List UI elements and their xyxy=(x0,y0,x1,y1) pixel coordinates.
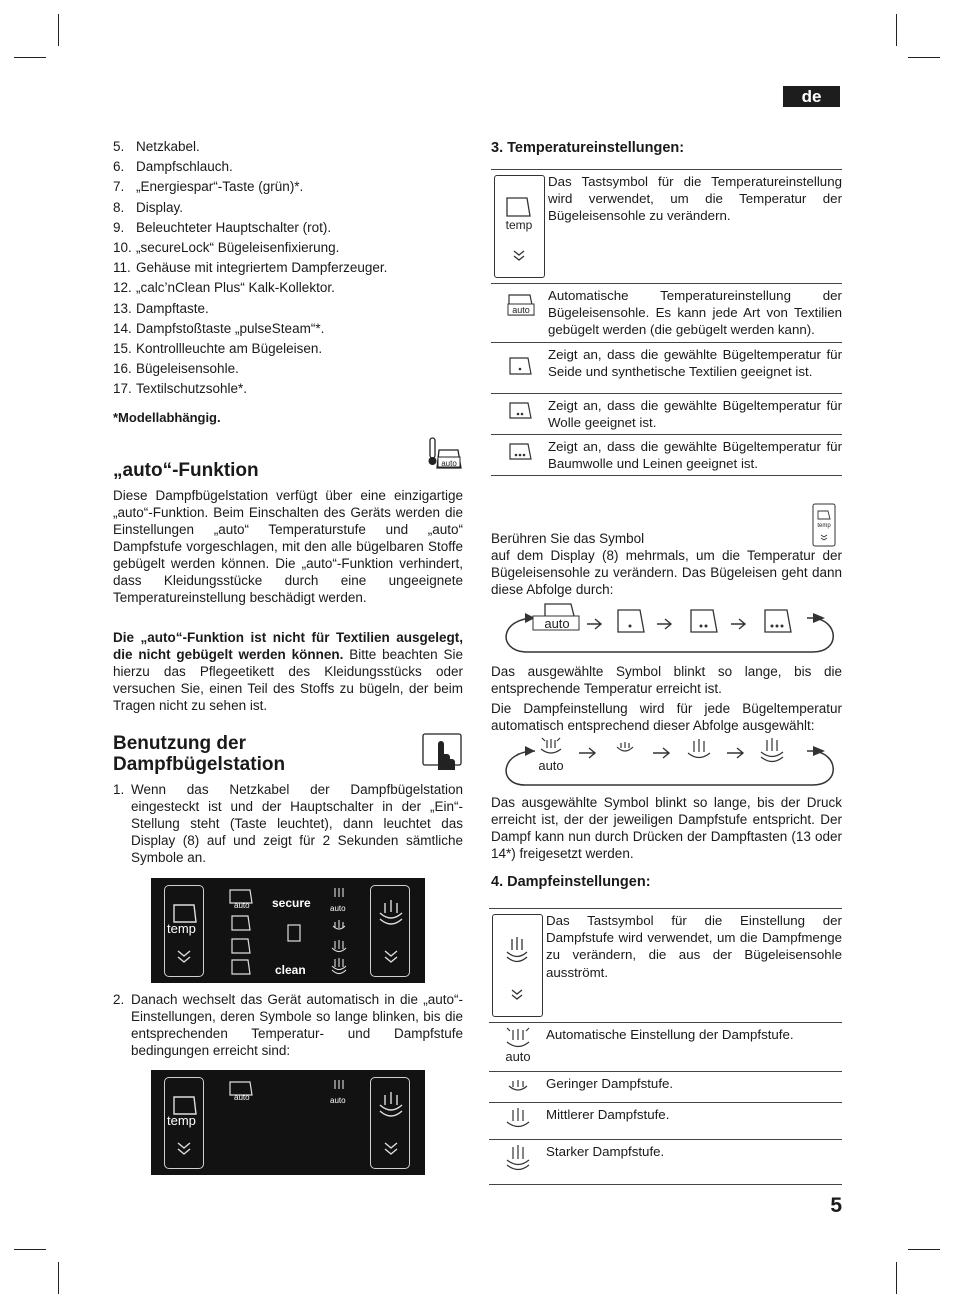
auto-paragraph: Diese Dampfbügelstation verfügt über eine einzigartige „auto“-Funktion. Beim Einschalten des Geräts werden die Einstellungen „auto“ Temperaturstufe und „auto“ Dampfstufe vorgeschlagen, mit den alle bügelbaren Stoffe gebügelt werden können. Die „auto“-Funktion verhindert, dass Kleidungsstücke durch eine ungeeignete Temperatureinstellung beschädigt werden. xyxy=(113,488,463,605)
temperature-heading: 3. Temperatureinstellungen: xyxy=(491,140,685,156)
touch-pre: Berühren Sie das Symbol xyxy=(491,531,645,546)
touch-line-spacer xyxy=(491,529,842,547)
steam-row-text: Geringer Dampfstufe. xyxy=(546,1072,842,1103)
seq-iron-1 xyxy=(618,610,644,632)
steam-heading: 4. Dampfeinstellungen: xyxy=(491,874,651,890)
temp-row-one-dot xyxy=(491,342,842,393)
crop-mark xyxy=(58,14,59,46)
parts-list-item xyxy=(113,360,463,380)
blink-steam-text: Das ausgewählte Symbol blinkt so lange, bis der Druck erreicht ist, der der jeweiligen Dampfstufe entspricht. Der Dampf kann nun durch Drücken der Dampftasten (13 oder 14*) freigesetzt werden. xyxy=(491,795,842,861)
steam-auto-icon xyxy=(497,1026,539,1064)
usage-steps xyxy=(113,781,463,866)
secure-label: secure xyxy=(272,896,311,910)
steam-row-text: Mittlerer Dampfstufe. xyxy=(546,1103,842,1140)
auto-warning-rest: Bitte beachten Sie hierzu das Pflegeetikett des Kleidungsstücks oder versuchen Sie, einen Teil des Stoffs zu bügeln, der beim Tragen nicht zu sehen ist. xyxy=(113,647,463,713)
seq-iron-auto xyxy=(533,604,579,631)
parts-list-item xyxy=(113,300,463,320)
touch-control-icon xyxy=(420,730,464,774)
parts-list-text: Netzkabel. xyxy=(136,139,200,154)
auto-temp-label: auto xyxy=(234,901,250,910)
parts-list-text: Dampfstoßtaste „pulseSteam“*. xyxy=(136,320,325,336)
parts-list-number: 10. xyxy=(113,239,132,255)
crop-mark xyxy=(14,1249,46,1250)
seq-iron-2 xyxy=(691,610,717,632)
steam-table xyxy=(489,908,842,1185)
parts-list-text: Beleuchteter Hauptschalter (rot). xyxy=(136,219,332,235)
parts-list-text: „calc’nClean Plus“ Kalk-Kollektor. xyxy=(136,280,335,296)
temp-row-auto xyxy=(491,284,842,343)
display-panel-auto xyxy=(151,1070,425,1175)
page-number: 5 xyxy=(830,1194,842,1217)
blink-temp-text: Das ausgewählte Symbol blinkt so lange, bis die entsprechende Temperatur erreicht ist. xyxy=(491,664,842,696)
seq-steam-auto xyxy=(538,738,563,773)
iron-auto-icon xyxy=(500,287,540,321)
step-text: Wenn das Netzkabel der Dampfbügelstation eingesteckt ist und der Hauptschalter in der „Ein“-Stellung steht (Taste leuchtet), dann leuchtet das Display (8) auf und zeigt für 2 Sekunden sämtliche Symbole an. xyxy=(131,782,463,865)
step-number: 2. xyxy=(113,992,125,1007)
parts-list-number: 16. xyxy=(113,361,132,377)
parts-list-number: 11. xyxy=(113,260,131,276)
parts-list-text: Kontrollleuchte am Bügeleisen. xyxy=(136,340,323,356)
steam-row-low xyxy=(489,1072,842,1103)
iron-3-dots-icon xyxy=(500,438,540,464)
parts-list-number: 9. xyxy=(113,219,125,235)
parts-list-text: Dampftaste. xyxy=(136,300,209,316)
steam-button-glyph xyxy=(370,1077,412,1171)
lock-icon xyxy=(284,921,304,945)
temp-label: temp xyxy=(167,921,196,936)
auto-steam-label: auto xyxy=(330,1096,346,1105)
parts-list-item xyxy=(113,219,463,239)
temp-row-text: Zeigt an, dass die gewählte Bügeltemperatur für Seide und synthetische Textilien geeignet ist. xyxy=(548,342,842,393)
parts-list-item xyxy=(113,320,463,340)
parts-list-text: Bügeleisensohle. xyxy=(136,361,239,377)
seq-steam-medium xyxy=(688,739,710,758)
parts-list-number: 12. xyxy=(113,280,132,296)
usage-heading xyxy=(113,733,285,775)
seq-steam-low xyxy=(617,742,633,751)
steam-button-glyph xyxy=(370,885,412,979)
parts-list-number: 17. xyxy=(113,381,132,397)
parts-list-item xyxy=(113,380,463,400)
auto-temperature-icon xyxy=(424,436,464,480)
auto-heading: „auto“-Funktion xyxy=(113,460,259,481)
model-note: *Modellabhängig. xyxy=(113,410,221,425)
steam-low-icon xyxy=(503,1075,533,1095)
parts-list xyxy=(113,138,463,400)
usage-steps-2 xyxy=(113,991,463,1059)
steam-row-text: Das Tastsymbol für die Einstellung der Dampfstufe wird verwendet, um die Dampfmenge zu verändern, die aus der Bügeleisensohle ausströmt. xyxy=(546,909,842,1023)
temp-row-three-dots xyxy=(491,435,842,476)
step-2 xyxy=(113,991,463,1059)
clean-label: clean xyxy=(275,963,306,977)
usage-heading-line-2: Dampfbügelstation xyxy=(113,754,286,775)
steam-auto-text: auto xyxy=(504,1049,531,1064)
parts-list-text: Gehäuse mit integriertem Dampferzeuger. xyxy=(136,260,388,276)
temperature-sequence-diagram xyxy=(495,600,837,658)
steam-row-button xyxy=(489,909,842,1023)
parts-list-text: „Energiespar“-Taste (grün)*. xyxy=(136,179,304,195)
parts-list-number: 15. xyxy=(113,340,132,356)
steam-sequence-diagram xyxy=(495,735,837,790)
steam-row-text: Automatische Einstellung der Dampfstufe. xyxy=(546,1023,842,1072)
parts-list-number: 14. xyxy=(113,320,132,336)
temp-row-text: Zeigt an, dass die gewählte Bügeltemperatur für Baumwolle und Leinen geeignet ist. xyxy=(548,435,842,476)
steam-medium-icon xyxy=(502,1106,534,1132)
seq-iron-3 xyxy=(765,610,791,632)
step-number: 1. xyxy=(113,782,125,797)
iron-1-dot-icon xyxy=(500,346,540,386)
parts-list-number: 8. xyxy=(113,199,125,215)
auto-icon-label: auto xyxy=(441,459,457,468)
auto-warning-bold: Die „auto“-Funktion ist nicht für Textilien ausgelegt, die nicht gebügelt werden können. xyxy=(113,630,463,662)
crop-mark xyxy=(14,57,46,58)
crop-mark xyxy=(908,1249,940,1250)
parts-list-item xyxy=(113,340,463,360)
temp-row-button xyxy=(491,170,842,284)
parts-list-text: Display. xyxy=(136,199,184,215)
temp-label: temp xyxy=(167,1113,196,1128)
steam-row-medium xyxy=(489,1103,842,1140)
touch-paragraph-rest: auf dem Display (8) mehrmals, um die Temperatur der Bügeleisensohle zu verändern. Das Bügeleisen geht dann diese Abfolge durch: xyxy=(491,548,842,597)
crop-mark xyxy=(58,1262,59,1294)
steam-row-auto xyxy=(489,1023,842,1072)
parts-list-item xyxy=(113,279,463,299)
steam-row-high xyxy=(489,1140,842,1185)
display-panel-all-symbols xyxy=(151,878,425,983)
seq-steam-high xyxy=(761,738,783,762)
auto-warning xyxy=(113,629,463,714)
iron-2-dots-icon xyxy=(500,397,540,423)
step-text: Danach wechselt das Gerät automatisch in die „auto“-Einstellungen, deren Symbole so lange blinken, bis die entsprechenden Temperatur- und Dampfstufe bedingungen erreicht sind: xyxy=(131,992,463,1058)
parts-list-text: Dampfschlauch. xyxy=(136,159,233,175)
step-1 xyxy=(113,781,463,866)
auto-text: auto xyxy=(511,305,530,315)
usage-heading-line-1: Benutzung der xyxy=(113,733,246,754)
temp-row-two-dots xyxy=(491,393,842,434)
seq-steam-auto-text: auto xyxy=(538,758,564,773)
temp-mini-text: temp xyxy=(817,523,831,529)
parts-list-item xyxy=(113,199,463,219)
temperature-table xyxy=(491,169,842,476)
temp-row-text: Automatische Temperatureinstellung der Bügeleisensohle. Es kann jede Art von Textilien gebügelt werden (die gebügelt werden kann). xyxy=(548,284,842,343)
crop-mark xyxy=(896,14,897,46)
temp-row-text: Das Tastsymbol für die Temperatureinstellung wird verwendet, um die Temperatur der Bügeleisensohle zu verändern. xyxy=(548,170,842,284)
temp-text: temp xyxy=(505,218,533,232)
seq-auto-text: auto xyxy=(544,616,570,631)
parts-list-text: „secureLock“ Bügeleisenfixierung. xyxy=(136,239,340,255)
parts-list-number: 5. xyxy=(113,139,125,154)
steam-button-icon xyxy=(492,914,543,1017)
parts-list-number: 6. xyxy=(113,159,125,175)
auto-temp-label: auto xyxy=(234,1093,250,1102)
temp-row-text: Zeigt an, dass die gewählte Bügeltemperatur für Wolle geeignet ist. xyxy=(548,393,842,434)
steam-auto-text: Die Dampfeinstellung wird für jede Bügeltemperatur automatisch entsprechend dieser Abfolge ausgewählt: xyxy=(491,701,842,733)
parts-list-item xyxy=(113,239,463,259)
language-badge: de xyxy=(783,86,840,107)
parts-list-item xyxy=(113,138,463,158)
parts-list-item xyxy=(113,259,463,279)
crop-mark xyxy=(908,57,940,58)
temp-button-icon xyxy=(494,175,545,278)
steam-auto-icon xyxy=(327,1078,351,1092)
parts-list-number: 13. xyxy=(113,300,132,316)
steam-row-text: Starker Dampfstufe. xyxy=(546,1140,842,1185)
auto-steam-label: auto xyxy=(330,904,346,913)
parts-list-text: Textilschutzsohle*. xyxy=(136,381,248,397)
crop-mark xyxy=(896,1262,897,1294)
parts-list-item xyxy=(113,158,463,178)
steam-high-icon xyxy=(502,1143,534,1177)
parts-list-number: 7. xyxy=(113,179,125,195)
parts-list-item xyxy=(113,178,463,198)
